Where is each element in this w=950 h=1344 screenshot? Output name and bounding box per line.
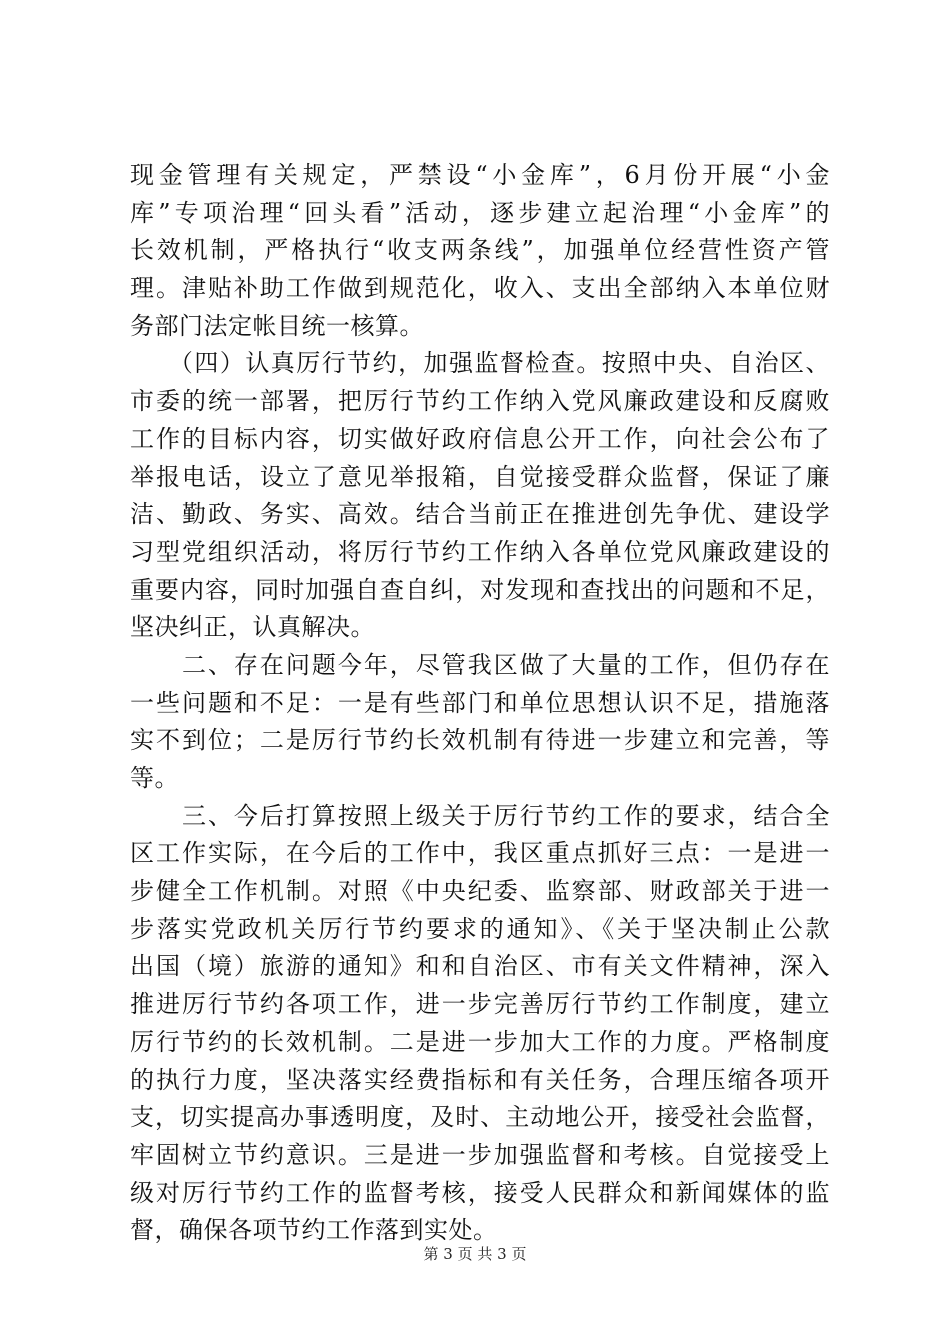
text-line: 重要内容，同时加强自查自纠，对发现和查找出的问题和不足， <box>130 575 830 604</box>
text-line: 牢固树立节约意识。三是进一步加强监督和考核。自觉接受上 <box>130 1140 830 1169</box>
text-line: 现金管理有关规定，严禁设“小金库”，6月份开展“小金 <box>130 161 830 189</box>
text-line: 实不到位；二是厉行节约长效机制有待进一步建立和完善，等 <box>130 726 830 755</box>
text-line: 务部门法定帐目统一核算。 <box>130 311 424 340</box>
text-line: 出国（境）旅游的通知》和和自治区、市有关文件精神，深入 <box>130 952 830 981</box>
text-line: 级对厉行节约工作的监督考核，接受人民群众和新闻媒体的监 <box>130 1178 830 1207</box>
text-line: 步落实党政机关厉行节约要求的通知》、《关于坚决制止公款 <box>130 914 830 943</box>
text-line: 三、今后打算按照上级关于厉行节约工作的要求，结合全 <box>130 801 830 830</box>
text-line: 工作的目标内容，切实做好政府信息公开工作，向社会公布了 <box>130 424 830 453</box>
text-line: 推进厉行节约各项工作，进一步完善厉行节约工作制度，建立 <box>130 990 830 1019</box>
text-line: 坚决纠正，认真解决。 <box>130 613 375 642</box>
text-line: 理。津贴补助工作做到规范化，收入、支出全部纳入本单位财 <box>130 274 830 303</box>
text-line: 支，切实提高办事透明度，及时、主动地公开，接受社会监督， <box>130 1103 830 1132</box>
text-line: 厉行节约的长效机制。二是进一步加大工作的力度。严格制度 <box>130 1027 830 1056</box>
text-line: 区工作实际，在今后的工作中，我区重点抓好三点：一是进一 <box>130 839 830 868</box>
text-line: 长效机制，严格执行“收支两条线”，加强单位经营性资产管 <box>130 236 830 265</box>
text-line: 洁、勤政、务实、高效。结合当前正在推进创先争优、建设学 <box>130 500 830 529</box>
text-line: 习型党组织活动，将厉行节约工作纳入各单位党风廉政建设的 <box>130 537 830 566</box>
page-footer: 第 3 页 共 3 页 <box>423 1245 527 1263</box>
text-line: 举报电话，设立了意见举报箱，自觉接受群众监督，保证了廉 <box>130 462 830 491</box>
text-line: 一些问题和不足：一是有些部门和单位思想认识不足，措施落 <box>130 688 830 717</box>
text-line: 库”专项治理“回头看”活动，逐步建立起治理“小金库”的 <box>130 198 830 227</box>
text-line: 步健全工作机制。对照《中央纪委、监察部、财政部关于进一 <box>130 877 830 906</box>
text-line: 二、存在问题今年，尽管我区做了大量的工作，但仍存在 <box>130 650 830 679</box>
text-line: 督，确保各项节约工作落到实处。 <box>130 1216 498 1245</box>
text-line: 等。 <box>130 764 179 792</box>
text-line: 的执行力度，坚决落实经费指标和有关任务，合理压缩各项开 <box>130 1065 830 1094</box>
document-body <box>130 157 830 1250</box>
text-line: （四）认真厉行节约，加强监督检查。按照中央、自治区、 <box>130 349 830 378</box>
text-line: 市委的统一部署，把厉行节约工作纳入党风廉政建设和反腐败 <box>130 387 830 416</box>
